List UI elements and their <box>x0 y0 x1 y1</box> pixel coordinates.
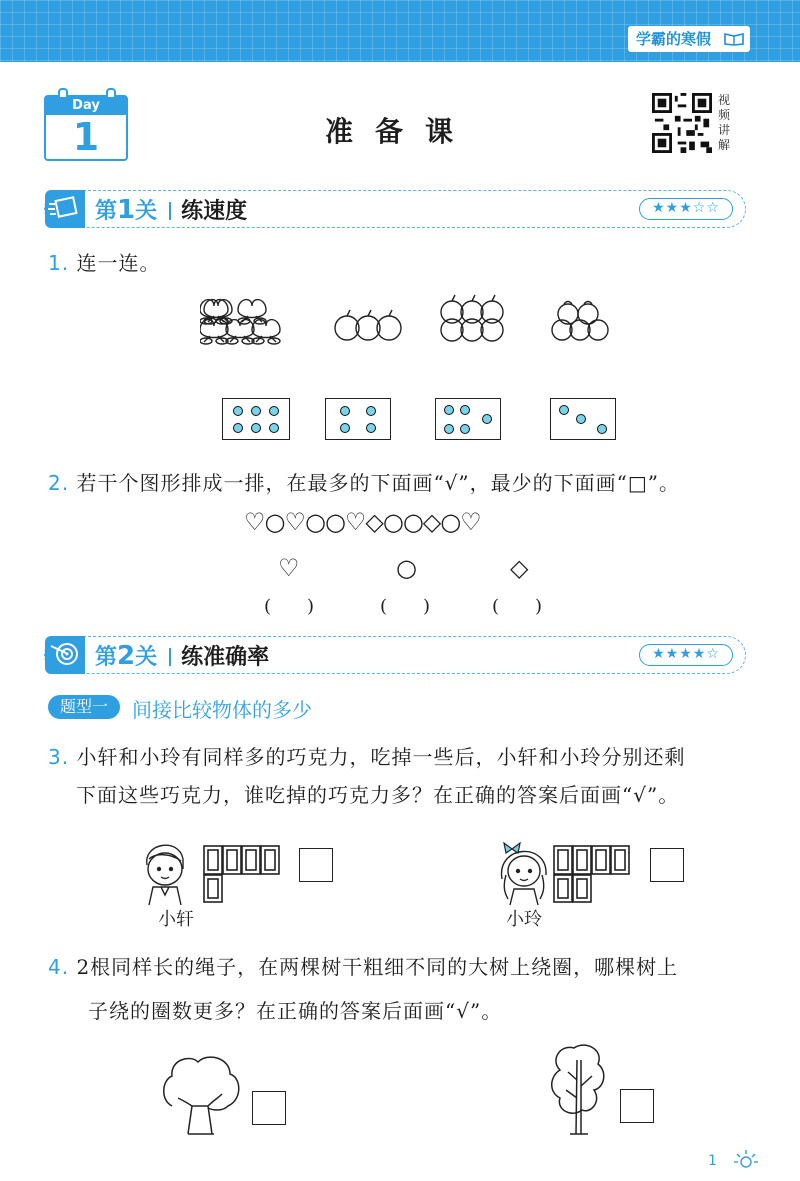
section-title-1 <box>95 194 247 225</box>
heart-icon: ♡ <box>460 508 481 536</box>
question-text: 2根同样长的绳子，在两棵树干粗细不同的大树上绕圈，哪棵树上 <box>76 955 679 979</box>
apple-group-icon <box>335 310 401 340</box>
peach-group-icon <box>200 300 280 344</box>
section-subtitle: 练速度 <box>181 199 248 224</box>
difficulty-stars: ★★★☆☆ <box>639 198 733 220</box>
section-subtitle: 练准确率 <box>181 645 270 670</box>
chocolate-right-icon <box>553 845 631 903</box>
boy-icon <box>135 835 205 907</box>
question-number: 1. <box>48 251 70 275</box>
diamond-icon: ◇ <box>510 554 529 582</box>
circle-icon: ○ <box>402 508 423 536</box>
sun-decoration-icon <box>728 1148 762 1172</box>
section-suffix: 关 <box>135 645 158 670</box>
girl-icon <box>492 835 558 907</box>
question-text: 小轩和小玲有同样多的巧克力，吃掉一些后，小轩和小玲分别还剩 <box>76 745 686 769</box>
question-text: 若干个图形排成一排，在最多的下面画“√”，最少的下面画“□”。 <box>76 471 680 495</box>
circle-icon: ○ <box>382 508 403 536</box>
section-number: 2 <box>117 641 136 671</box>
thin-tree-icon <box>546 1040 612 1136</box>
question-4 <box>48 950 768 1028</box>
qr-label-char: 视 <box>718 93 731 107</box>
circle-icon: ○ <box>440 508 461 536</box>
day-number: 1 <box>72 115 100 159</box>
dot-card-6[interactable] <box>222 398 290 440</box>
dot <box>597 424 607 434</box>
question-text: 连一连。 <box>76 251 161 275</box>
question-number: 4. <box>48 955 70 979</box>
dot <box>251 423 261 433</box>
answer-blank[interactable]: ( ) <box>380 596 431 617</box>
answer-box-xiaoxuan[interactable] <box>299 848 333 882</box>
question-text: 子绕的圈数更多？在正确的答案后面画“√”。 <box>88 999 503 1023</box>
name-label-xiaoling: 小玲 <box>506 909 542 930</box>
question-type-title: 间接比较物体的多少 <box>132 698 312 722</box>
answer-blank[interactable]: ( ) <box>492 596 543 617</box>
heart-icon: ♡ <box>244 508 265 536</box>
fruit-groups <box>200 290 620 346</box>
dot <box>576 414 586 424</box>
dot <box>233 406 243 416</box>
section-bar-1 <box>44 190 746 228</box>
heart-icon: ♡ <box>284 508 305 536</box>
qr-label-char: 解 <box>718 138 731 152</box>
speed-icon <box>45 190 85 226</box>
heart-icon: ♡ <box>278 554 300 582</box>
day-calendar <box>44 95 128 161</box>
thick-tree-icon <box>158 1050 244 1136</box>
question-1 <box>48 246 160 280</box>
dot <box>444 405 454 415</box>
section-bar-2 <box>44 636 746 674</box>
dot-card-4[interactable] <box>325 398 391 440</box>
day-label: Day <box>46 97 126 115</box>
section-icon-speed <box>45 190 85 228</box>
diamond-icon: ◇ <box>365 508 383 536</box>
name-label-xiaoxuan: 小轩 <box>158 909 194 930</box>
answer-box-thick-tree[interactable] <box>252 1091 286 1125</box>
circle-icon: ○ <box>396 554 417 582</box>
brand-text: 学霸的寒假 <box>636 30 712 48</box>
orange-group-icon <box>552 302 608 341</box>
dot <box>340 423 350 433</box>
dot <box>460 405 470 415</box>
question-number: 2. <box>48 471 70 495</box>
target-icon <box>45 636 85 672</box>
diamond-icon: ◇ <box>422 508 441 536</box>
qr-label-char: 频 <box>718 108 731 122</box>
qr-label-char: 讲 <box>718 123 731 137</box>
answer-box-xiaoling[interactable] <box>650 848 684 882</box>
section-number: 1 <box>117 195 136 225</box>
qr-label <box>718 93 734 153</box>
brand-tag <box>628 26 750 52</box>
page-number: 1 <box>708 1153 717 1169</box>
page-title: 准备课 <box>324 115 475 148</box>
book-icon <box>724 32 744 46</box>
answer-box-thin-tree[interactable] <box>620 1089 654 1123</box>
divider <box>169 648 171 666</box>
dot-card-3[interactable] <box>550 398 616 440</box>
question-3 <box>48 740 768 812</box>
heart-icon: ♡ <box>344 508 366 536</box>
section-prefix: 第 <box>95 199 118 224</box>
question-type-pill: 题型一 <box>48 695 120 719</box>
section-suffix: 关 <box>135 199 158 224</box>
question-text: 下面这些巧克力，谁吃掉的巧克力多？在正确的答案后面画“√”。 <box>76 783 680 807</box>
dot <box>340 406 350 416</box>
dot <box>559 405 569 415</box>
apple-stack-icon <box>441 295 503 341</box>
dot <box>269 423 279 433</box>
section-icon-accuracy <box>45 636 85 674</box>
circle-icon: ○ <box>304 508 325 536</box>
answer-blank[interactable]: ( ) <box>264 596 315 617</box>
dot <box>366 423 376 433</box>
divider <box>169 202 171 220</box>
difficulty-stars: ★★★★☆ <box>639 644 733 666</box>
circle-icon: ○ <box>264 508 285 536</box>
dot-card-5[interactable] <box>435 398 501 440</box>
dot <box>482 414 492 424</box>
chocolate-left-icon <box>203 845 281 903</box>
dot <box>444 424 454 434</box>
qr-code-icon[interactable] <box>652 93 712 153</box>
section-title-2 <box>95 640 269 671</box>
dot <box>233 423 243 433</box>
dot <box>460 424 470 434</box>
dot <box>366 406 376 416</box>
circle-icon: ○ <box>324 508 345 536</box>
dot <box>251 406 261 416</box>
shape-row <box>244 508 584 536</box>
question-number: 3. <box>48 745 70 769</box>
section-prefix: 第 <box>95 645 118 670</box>
dot <box>269 406 279 416</box>
question-2 <box>48 466 768 500</box>
